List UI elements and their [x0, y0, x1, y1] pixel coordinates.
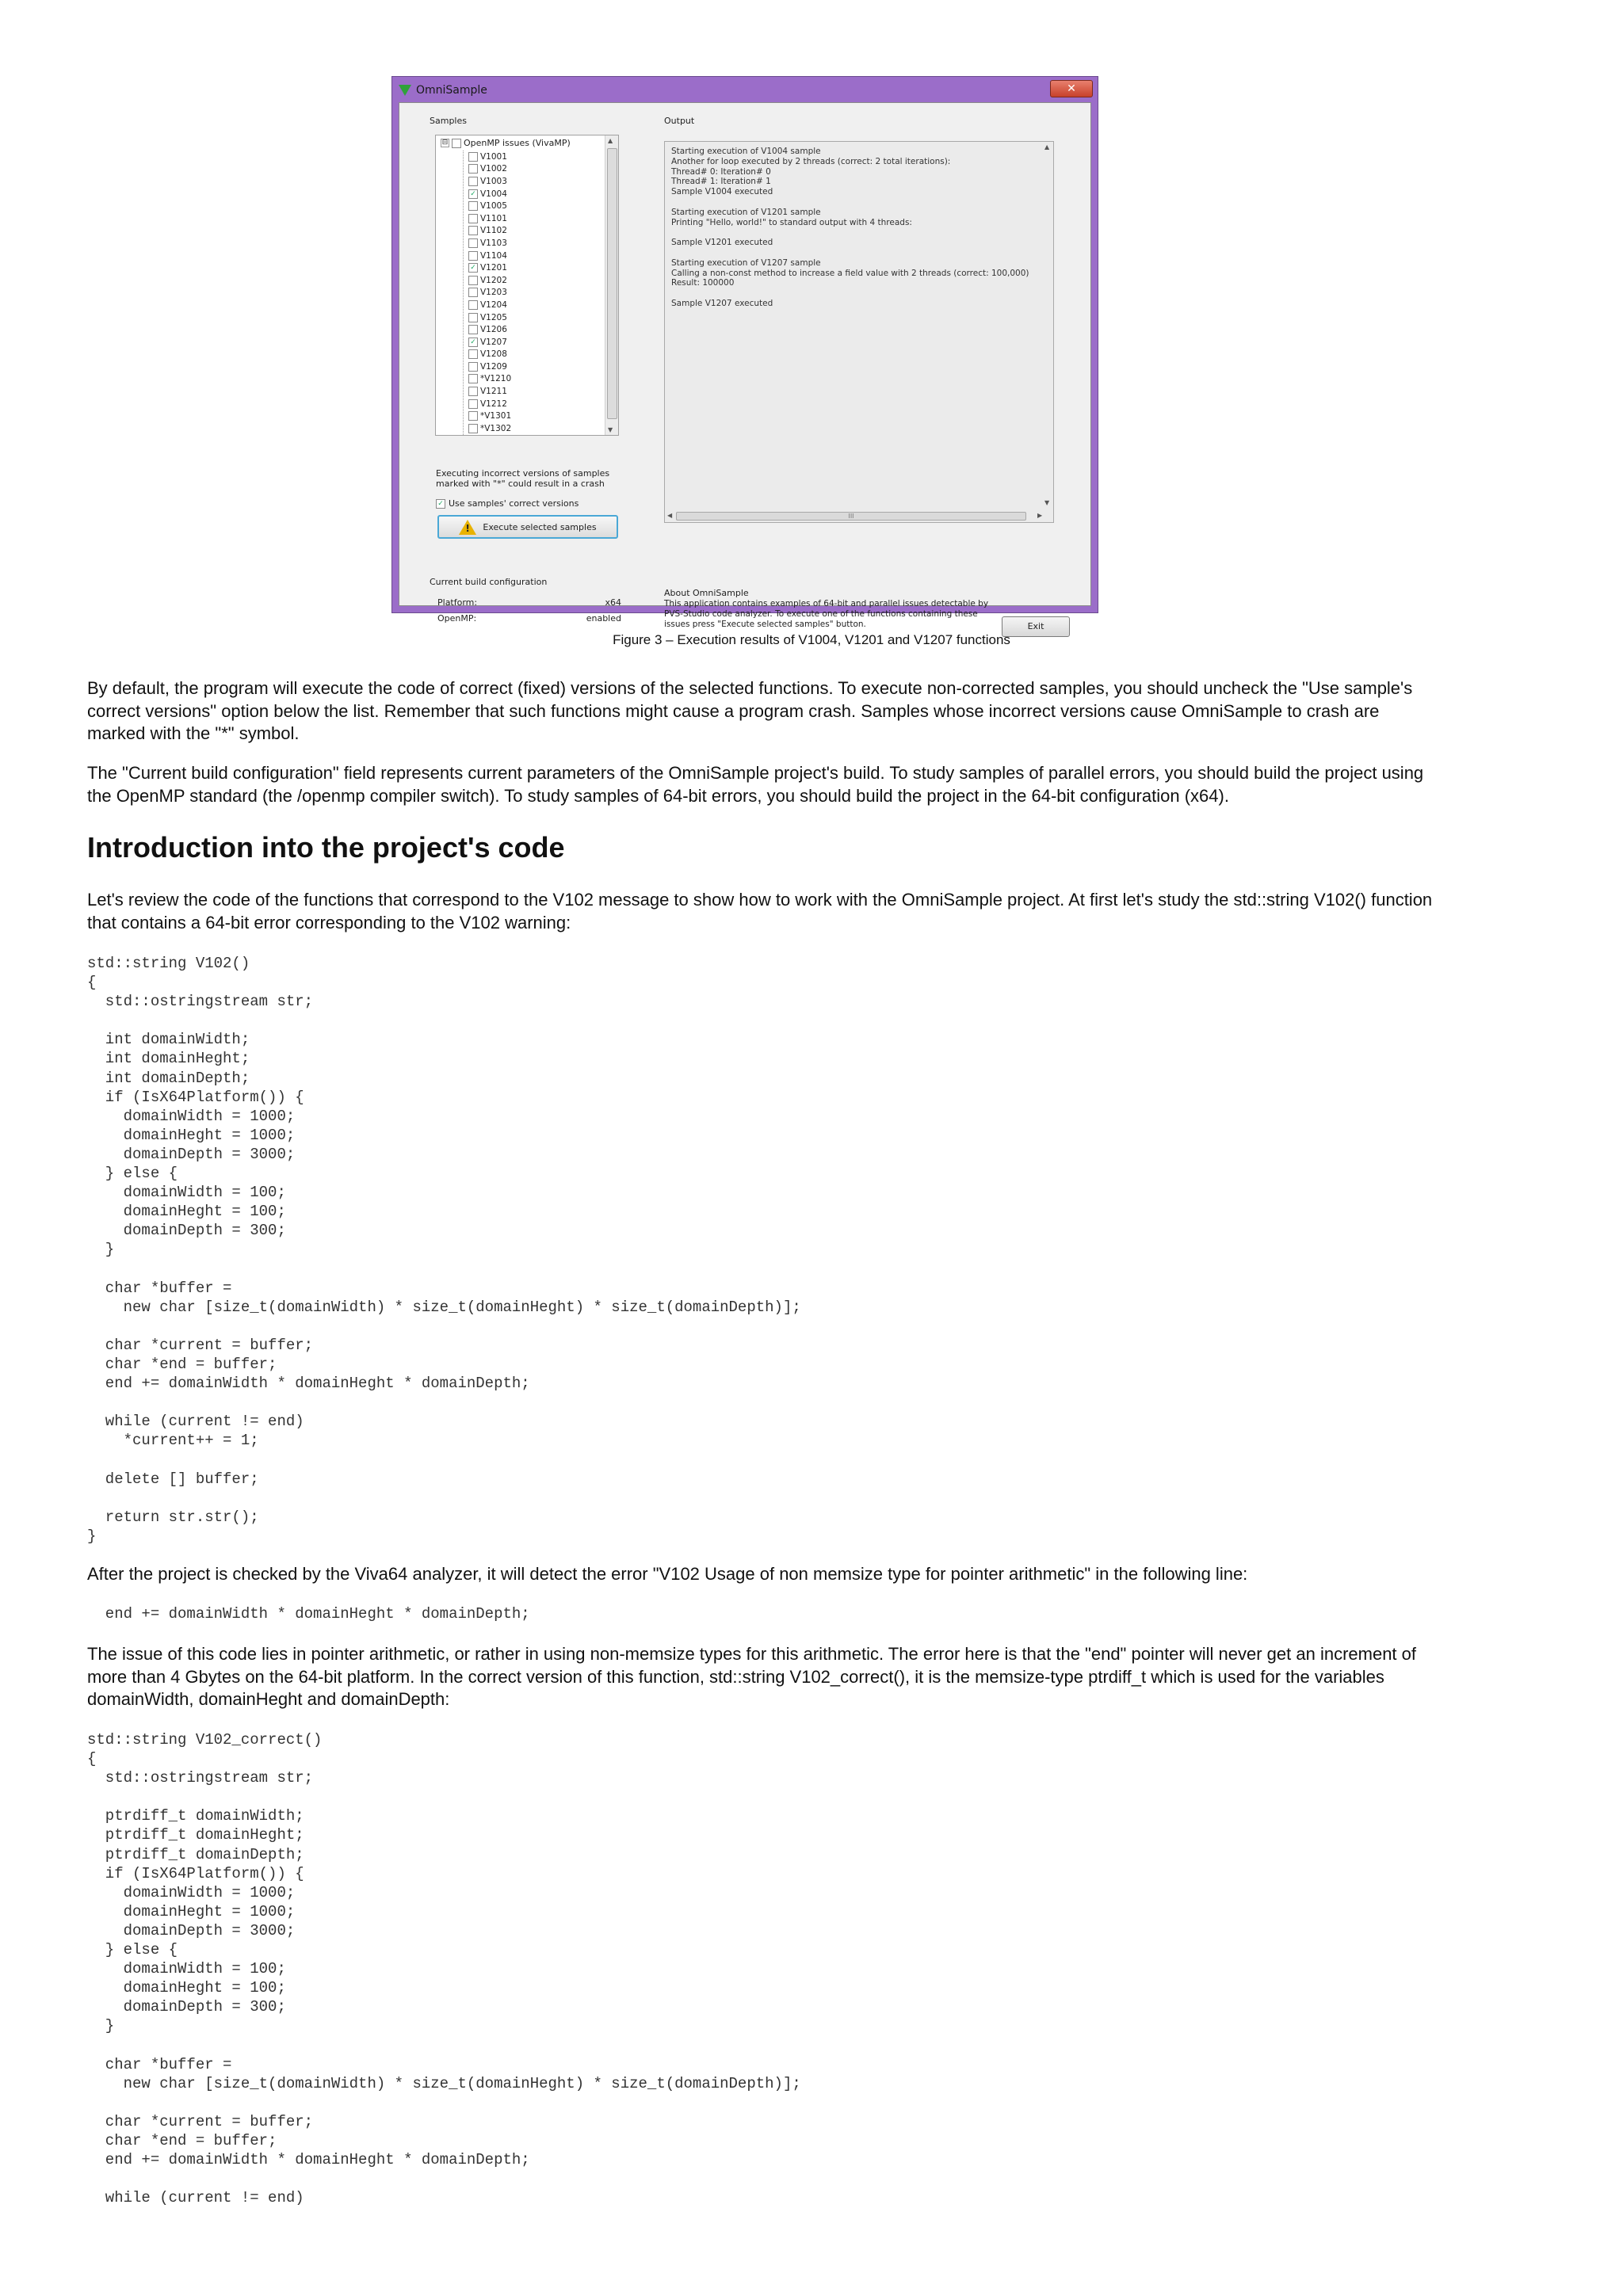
scroll-up-icon[interactable]: ▲	[608, 137, 613, 144]
build-config-label: Current build configuration	[430, 577, 548, 587]
sample-label: V1209	[480, 361, 507, 372]
sample-checkbox[interactable]	[468, 201, 478, 211]
paragraph-default-behavior: By default, the program will execute the code of correct (fixed) versions of the selected functions. To execute non-corrected samples, you should uncheck the "Use sample's correct versions" option below the list. Remember that such functions might cause a program crash. Samples whose incorrect versions cause OmniSample to crash are marked with the "*" symbol.	[87, 678, 1413, 743]
paragraph-build-configuration: The "Current build configuration" field represents current parameters of the OmniSample project's build. To study samples of parallel errors, you should build the project using the OpenMP standard (the /openmp compiler switch). To study samples of 64-bit errors, you should build the project in the 64-bit configuration (x64).	[87, 763, 1424, 806]
sample-item[interactable]	[464, 385, 511, 398]
sample-item[interactable]	[464, 200, 511, 212]
sample-checkbox[interactable]	[468, 152, 478, 162]
sample-item[interactable]	[464, 360, 511, 373]
sample-item[interactable]	[464, 212, 511, 225]
sample-checkbox[interactable]	[468, 238, 478, 248]
sample-checkbox[interactable]	[468, 325, 478, 334]
sample-label: V1203	[480, 288, 507, 298]
sample-label: *V1302	[480, 423, 512, 433]
figure-caption: Figure 3 – Execution results of V1004, V1201 and V1207 functions	[613, 632, 1010, 647]
code-block-v102-correct: std::string V102_correct() { std::ostringstream str; ptrdiff_t domainWidth; ptrdiff_t domainHeght; ptrdiff_t domainDepth; if (IsX64Platform()) { domainWidth = 1000; domainHeght = 1000; domainDepth = 3000; } else { domainWidth = 100; domainHeght = 100; domainDepth = 300; } char *buffer = new char [size_t(domainWidth) * size_t(domainHeght) * size_t(domainDepth)]; char *current = buffer; char *end = buffer; end += domainWidth * domainHeght * domainDepth; while (current != end)	[87, 1731, 801, 2207]
output-textbox[interactable]	[664, 141, 1054, 523]
sample-item[interactable]	[464, 398, 511, 410]
output-scroll-up-icon[interactable]: ▲	[1044, 143, 1050, 151]
platform-row	[437, 597, 621, 608]
sample-checkbox[interactable]: ✓	[468, 338, 478, 347]
sample-checkbox[interactable]	[468, 276, 478, 285]
sample-label: V1201	[480, 263, 507, 273]
platform-label: Platform:	[437, 597, 478, 608]
sample-label: V1101	[480, 213, 507, 223]
tree-root-node[interactable]	[441, 138, 571, 148]
close-button[interactable]: ✕	[1050, 80, 1093, 97]
sample-label: V1104	[480, 250, 507, 261]
output-scroll-left-icon[interactable]: ◀	[667, 512, 673, 519]
tree-root-label: OpenMP issues (VivaMP)	[464, 138, 571, 148]
sample-item[interactable]	[464, 250, 511, 262]
code-block-v102: std::string V102() { std::ostringstream str; int domainWidth; int domainHeght; int domainDepth; if (IsX64Platform()) { domainWidth = 1000; domainHeght = 1000; domainDepth = 3000; } else { domainWidth = 100; domainHeght = 100; domainDepth = 300; } char *buffer = new char [size_t(domainWidth) * size_t(domainHeght) * size_t(domainDepth)]; char *current = buffer; char *end = buffer; end += domainWidth * domainHeght * domainDepth; while (current != end) *current++ = 1; delete [] buffer; return str.str(); }	[87, 955, 801, 1545]
sample-checkbox[interactable]	[468, 424, 478, 433]
tree-root-checkbox[interactable]	[452, 139, 461, 148]
exit-button[interactable]: Exit	[1002, 616, 1070, 637]
openmp-row	[437, 613, 621, 624]
sample-checkbox[interactable]	[468, 164, 478, 174]
sample-item[interactable]	[464, 261, 511, 274]
sample-label: V1102	[480, 226, 507, 236]
sample-label: V1001	[480, 151, 507, 162]
sample-checkbox[interactable]: ✓	[468, 263, 478, 273]
sample-item[interactable]	[464, 336, 511, 349]
sample-label: V1202	[480, 275, 507, 285]
output-horizontal-scrollbar[interactable]	[665, 509, 1053, 522]
output-group-label: Output	[664, 116, 695, 126]
sample-label: *V1210	[480, 374, 512, 384]
samples-scroll-thumb[interactable]	[607, 148, 617, 419]
execute-selected-samples-button[interactable]	[437, 515, 618, 539]
window-titlebar	[399, 82, 487, 99]
platform-value: x64	[605, 597, 621, 608]
sample-checkbox[interactable]: ✓	[468, 189, 478, 199]
sample-label: V1003	[480, 176, 507, 186]
code-line-error: end += domainWidth * domainHeght * domainDepth;	[87, 1605, 530, 1623]
about-text: This application contains examples of 64-bit and parallel issues detectable by PVS-Studio code analyzer. To execute one of the functions containing these issues press "Execute selected samples" button.	[664, 599, 989, 629]
sample-checkbox[interactable]	[468, 226, 478, 235]
paragraph-intro-v102: Let's review the code of the functions that correspond to the V102 message to show how to work with the OmniSample project. At first let's study the std::string V102() function that contains a 64-bit error corresponding to the V102 warning:	[87, 890, 1433, 933]
sample-checkbox[interactable]	[468, 411, 478, 421]
sample-item[interactable]	[464, 188, 511, 200]
tree-items	[463, 151, 511, 435]
sample-label: V1005	[480, 201, 507, 212]
sample-item[interactable]	[464, 373, 511, 386]
sample-label: V1212	[480, 399, 507, 409]
sample-label: V1103	[480, 238, 507, 248]
openmp-label: OpenMP:	[437, 613, 477, 624]
sample-item[interactable]	[464, 311, 511, 324]
warning-icon: !	[459, 520, 476, 535]
sample-checkbox[interactable]	[468, 349, 478, 359]
samples-scrollbar[interactable]	[605, 135, 618, 435]
use-correct-checkbox[interactable]: ✓	[436, 499, 445, 509]
paragraph-explanation: The issue of this code lies in pointer arithmetic, or rather in using non-memsize types for this arithmetic. The error here is that the "end" pointer will never get an increment of more than 4 Gbytes on the 64-bit platform. In the correct version of this function, std::string V102_correct(), it is the memsize-type ptrdiff_t which is used for the variables domainWidth, domainHeght and domainDepth:	[87, 1644, 1416, 1709]
sample-item[interactable]	[464, 287, 511, 299]
output-scroll-down-icon[interactable]: ▼	[1044, 499, 1050, 506]
window-title: OmniSample	[416, 84, 487, 97]
sample-checkbox[interactable]	[468, 300, 478, 310]
sample-label: V1211	[480, 387, 507, 397]
sample-label: V1208	[480, 349, 507, 360]
sample-label: V1004	[480, 189, 507, 199]
sample-checkbox[interactable]	[468, 251, 478, 261]
use-correct-versions-option[interactable]	[436, 498, 579, 509]
sample-checkbox[interactable]	[468, 374, 478, 383]
sample-checkbox[interactable]	[468, 399, 478, 409]
about-label: About OmniSample	[664, 588, 749, 598]
sample-label: V1206	[480, 325, 507, 335]
sample-item[interactable]	[464, 299, 511, 311]
sample-label: V1205	[480, 312, 507, 322]
samples-group-label: Samples	[430, 116, 467, 126]
sample-checkbox[interactable]	[468, 214, 478, 223]
sample-label: V1204	[480, 299, 507, 310]
sample-item[interactable]	[464, 323, 511, 336]
openmp-value: enabled	[586, 613, 621, 624]
sample-checkbox[interactable]	[468, 362, 478, 372]
sample-item[interactable]	[464, 274, 511, 287]
output-scroll-right-icon[interactable]: ▶	[1037, 512, 1043, 519]
section-heading: Introduction into the project's code	[87, 831, 565, 864]
sample-item[interactable]	[464, 422, 511, 435]
sample-checkbox[interactable]	[468, 313, 478, 322]
sample-item[interactable]	[464, 349, 511, 361]
output-text: Starting execution of V1004 sample Another for loop executed by 2 threads (correct: 2 total iterations): Thread# 0: Iteration# 0 Thread# 1: Iteration# 1 Sample V1004 executed Starting execution of V1201 sample Printing "Hello, world!" to standard output with 4 threads: Sample V1201 executed Starting execution of V1207 sample Calling a non-const method to increase a field value with 2 threads (correct: 100,000) Result: 100000 Sample V1207 executed	[671, 147, 1029, 308]
samples-tree[interactable]	[435, 135, 619, 436]
sample-item[interactable]	[464, 410, 511, 422]
sample-checkbox[interactable]	[468, 288, 478, 297]
sample-checkbox[interactable]	[468, 177, 478, 186]
sample-label: *V1301	[480, 411, 512, 421]
collapse-icon[interactable]: ⊟	[441, 139, 449, 147]
sample-checkbox[interactable]	[468, 387, 478, 396]
output-vertical-scrollbar[interactable]	[1042, 142, 1053, 508]
sample-label: V1002	[480, 164, 507, 174]
execute-button-label: Execute selected samples	[483, 521, 597, 532]
sample-item[interactable]	[464, 225, 511, 238]
use-correct-label: Use samples' correct versions	[449, 498, 579, 509]
output-hscroll-thumb[interactable]: III	[676, 512, 1026, 521]
omnisample-window	[391, 76, 1098, 631]
sample-item[interactable]	[464, 175, 511, 188]
sample-item[interactable]	[464, 163, 511, 176]
scroll-down-icon[interactable]: ▼	[608, 426, 613, 433]
sample-label: V1207	[480, 337, 507, 347]
app-logo-icon	[399, 85, 411, 96]
window-client-area	[399, 102, 1091, 631]
sample-item[interactable]	[464, 151, 511, 163]
crash-warning-text: Executing incorrect versions of samples marked with "*" could result in a crash	[436, 468, 610, 489]
sample-item[interactable]	[464, 237, 511, 250]
paragraph-analyzer-error: After the project is checked by the Viva64 analyzer, it will detect the error "V102 Usage of non memsize type for pointer arithmetic" in the following line:	[87, 1564, 1248, 1584]
